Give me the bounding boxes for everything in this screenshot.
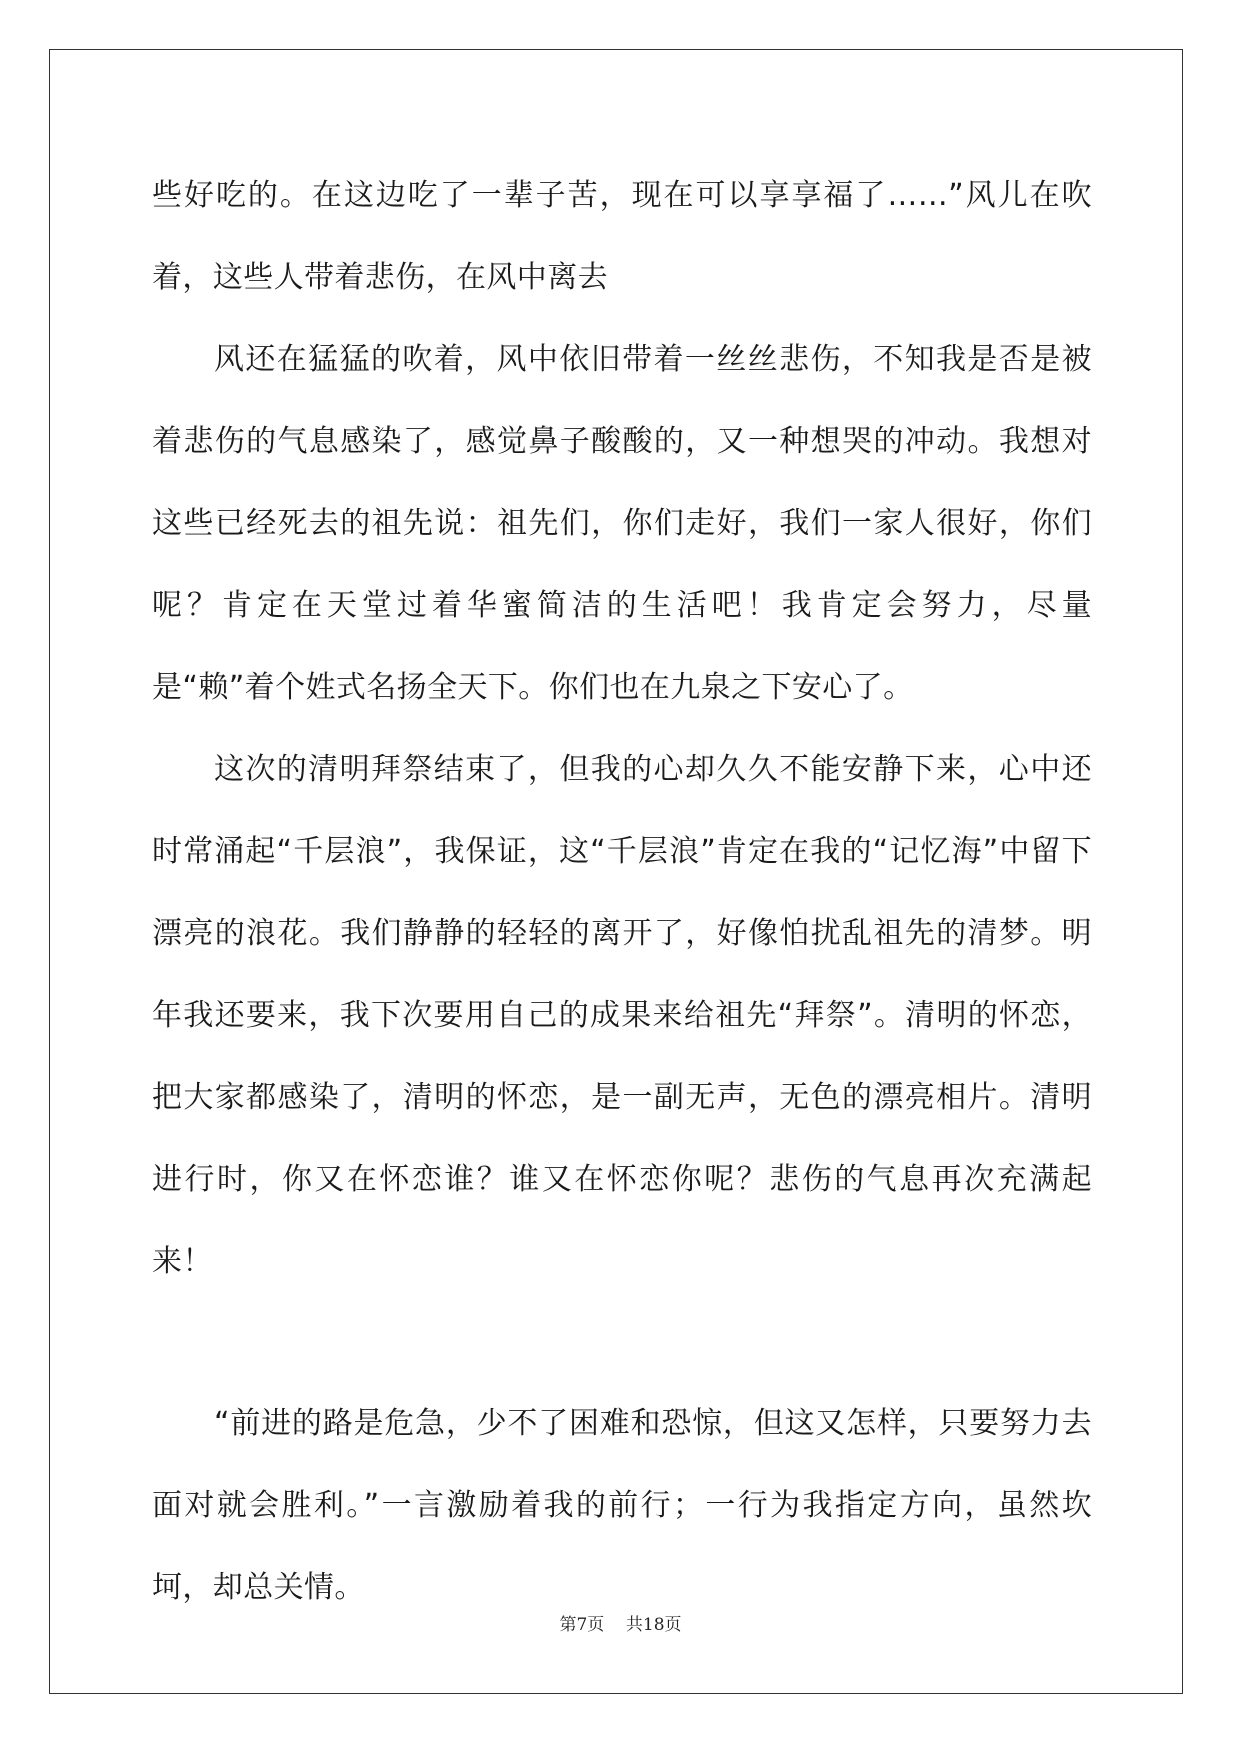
page-total: 共18页 xyxy=(625,1615,682,1635)
paragraph-3: 这次的清明拜祭结束了，但我的心却久久不能安静下来，心中还时常涌起“千层浪”，我保证，这“千层浪”肯定在我的“记忆海”中留下漂亮的浪花。我们静静的轻轻的离开了，好像怕扰乱祖先的清梦。明年我还要来，我下次要用自己的成果来给祖先“拜祭”。清明的怀恋，把大家都感染了，清明的怀恋，是一副无声，无色的漂亮相片。清明进行时，你又在怀恋谁？谁又在怀恋你呢？悲伤的气息再次充满起来！ xyxy=(152,752,1092,1279)
paragraph-2: 风还在猛猛的吹着，风中依旧带着一丝丝悲伤，不知我是否是被着悲伤的气息感染了，感觉鼻子酸酸的，又一种想哭的冲动。我想对这些已经死去的祖先说：祖先们，你们走好，我们一家人很好，你们呢？肯定在天堂过着华蜜简洁的生活吧！我肯定会努力，尽量是“赖”着个姓式名扬全天下。你们也在九泉之下安心了。 xyxy=(152,342,1092,705)
page-number: 第7页 xyxy=(559,1615,605,1635)
document-body xyxy=(152,155,1092,1629)
paragraph-4: “前进的路是危急，少不了困难和恐惊，但这又怎样，只要努力去面对就会胜利。”一言激励着我的前行；一行为我指定方向，虽然坎坷，却总关情。 xyxy=(152,1406,1092,1605)
page-footer xyxy=(0,1610,1241,1635)
paragraph-1: 些好吃的。在这边吃了一辈子苦，现在可以享享福了……”风儿在吹着，这些人带着悲伤，在风中离去 xyxy=(152,178,1092,295)
